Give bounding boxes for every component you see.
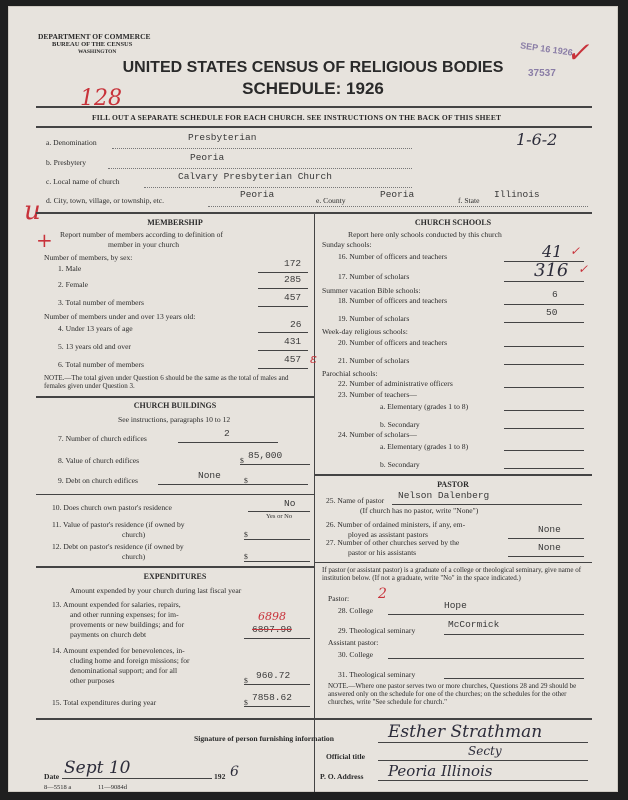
q26-value: None: [538, 524, 561, 535]
q17-label: 17. Number of scholars: [338, 272, 410, 281]
q24a-line: [504, 450, 584, 451]
buildings-title: CHURCH BUILDINGS: [133, 401, 217, 410]
q20-label: 20. Number of officers and teachers: [338, 338, 448, 347]
assistant-sub-label: Assistant pastor:: [328, 638, 379, 647]
q31-line: [444, 678, 584, 679]
q31-label: 31. Theological seminary: [338, 670, 416, 679]
address-line: [378, 780, 588, 781]
year-label: 192: [214, 772, 226, 781]
q23a-label: a. Elementary (grades 1 to 8): [380, 402, 469, 411]
sunday-label: Sunday schools:: [322, 240, 372, 249]
q13-red-correction: 6898: [258, 610, 286, 623]
margin-u-mark: u: [24, 196, 41, 226]
q1-line: [258, 272, 308, 273]
presbytery-label: b. Presbytery: [46, 158, 87, 167]
margin-plus-mark: +: [36, 228, 53, 252]
header-rule-2: [36, 126, 592, 128]
q19-value: 50: [546, 307, 558, 318]
buildings-rule: [36, 396, 314, 398]
membership-intro-1: Report number of members according to definition of: [60, 230, 224, 239]
q15-dollar: $: [244, 698, 248, 707]
footer-rule: [36, 718, 592, 720]
q5-over13-value: 431: [284, 336, 302, 347]
q13-label-b: and other running expenses; for im-: [70, 610, 179, 619]
q9-dollar: $: [244, 476, 248, 485]
q13-value: 6897.90: [252, 624, 292, 635]
address-value: Peoria Illinois: [388, 762, 493, 780]
q2-female-label: 2. Female: [58, 280, 88, 289]
church-name-value: Calvary Presbyterian Church: [178, 171, 332, 182]
weekday-label: Week-day religious schools:: [322, 327, 408, 336]
q27-line: [508, 556, 584, 557]
q30-line: [388, 658, 584, 659]
q17-line: [504, 281, 584, 282]
q8-dollar: $: [240, 456, 244, 465]
q11-dollar: $: [244, 530, 248, 539]
q3-line: [258, 306, 308, 307]
q10-label: 10. Does church own pastor's residence: [52, 503, 172, 512]
pastor-sub-label: Pastor:: [328, 594, 350, 603]
city-field-label: d. City, town, village, or township, etc.: [46, 196, 165, 205]
q22-label: 22. Number of administrative officers: [338, 379, 453, 388]
buildings-intro: See instructions, paragraphs 10 to 12: [118, 415, 231, 424]
q28-line: [388, 614, 584, 615]
church-name-label: c. Local name of church: [46, 177, 120, 186]
denomination-value: Presbyterian: [188, 132, 257, 143]
q29-label: 29. Theological seminary: [338, 626, 416, 635]
q4-under13-value: 26: [290, 319, 302, 330]
grid-divider: [314, 212, 315, 792]
q25-label: 25. Name of pastor: [326, 496, 385, 505]
q18-value: 6: [552, 289, 558, 300]
signature-value: Esther Strathman: [388, 722, 543, 742]
q13-label-c: provements or new buildings; and for: [70, 620, 185, 629]
q10-value: No: [284, 498, 296, 509]
instruction-line: FILL OUT A SEPARATE SCHEDULE FOR EACH CHURCH. SEE INSTRUCTIONS ON THE BACK OF THIS SHEET: [92, 113, 502, 122]
q15-line: [244, 706, 310, 707]
q15-label: 15. Total expenditures during year: [52, 698, 157, 707]
q24-label: 24. Number of scholars—: [338, 430, 417, 439]
q10-line: [248, 511, 310, 512]
q30-label: 30. College: [338, 650, 374, 659]
dept-label: DEPARTMENT OF COMMERCE: [38, 32, 151, 41]
q14-value: 960.72: [256, 670, 291, 681]
q24a-label: a. Elementary (grades 1 to 8): [380, 442, 469, 451]
q11-line: [244, 539, 310, 540]
q27-value: None: [538, 542, 561, 553]
q13-line: [244, 638, 310, 639]
city-value: Peoria: [240, 189, 275, 200]
q18-line: [504, 304, 584, 305]
q24b-line: [504, 468, 584, 469]
schools-intro: Report here only schools conducted by this church: [348, 230, 502, 239]
denomination-code: 1-6-2: [516, 130, 558, 149]
year-value: 6: [230, 764, 239, 780]
pastor-sub-rule: [314, 562, 592, 563]
pastor-red-mark: 2: [378, 586, 387, 602]
date-label: Date: [44, 772, 60, 781]
pastor-note: NOTE.—Where one pastor serves two or more churches, Questions 28 and 29 should be answered only on the schedule for one of the churches; on the schedules for the other churches, write "See schedule for church.": [328, 682, 577, 706]
print-number: 11—9084d: [98, 784, 128, 791]
state-value: Illinois: [494, 189, 540, 200]
date-value: Sept 10: [64, 758, 131, 778]
age-header: Number of members under and over 13 years old:: [44, 312, 196, 321]
q5-line: [258, 350, 308, 351]
q19-label: 19. Number of scholars: [338, 314, 410, 323]
address-label: P. O. Address: [320, 772, 364, 781]
q14-dollar: $: [244, 676, 248, 685]
graduate-note: If pastor (or assistant pastor) is a graduate of a college or theological seminary, give name of institution below. (If not a graduate, write "No" in the space indicated.): [322, 566, 582, 582]
expenditures-intro: Amount expended by your church during last fiscal year: [70, 586, 242, 595]
membership-intro-2: member in your church: [108, 240, 180, 249]
q14-line: [244, 684, 310, 685]
q26-label-a: 26. Number of ordained ministers, if any, em-: [326, 520, 466, 529]
q5-over13-label: 5. 13 years old and over: [58, 342, 131, 351]
q13-label-d: payments on church debt: [70, 630, 147, 639]
membership-note: NOTE.—The total given under Question 6 should be the same as the total of males and females given under Question 3.: [44, 374, 289, 390]
q22-line: [504, 387, 584, 388]
q9-rule: [36, 494, 314, 495]
denomination-label: a. Denomination: [46, 138, 97, 147]
header-rule: [36, 106, 592, 108]
membership-title: MEMBERSHIP: [147, 218, 203, 227]
form-title: UNITED STATES CENSUS OF RELIGIOUS BODIES: [122, 59, 504, 76]
q29-line: [444, 634, 584, 635]
q2-female-value: 285: [284, 274, 302, 285]
q20-line: [504, 346, 584, 347]
q14-label-c: denominational support; and for all: [70, 666, 178, 675]
signature-label: Signature of person furnishing information: [194, 734, 334, 743]
q1-male-value: 172: [284, 258, 302, 269]
q2-line: [258, 288, 308, 289]
q12-label-b: church): [122, 552, 146, 561]
date-line: [62, 778, 212, 779]
q11-label-a: 11. Value of pastor's residence (if owned by: [52, 520, 185, 529]
q23b-line: [504, 428, 584, 429]
q7-value: 2: [224, 428, 230, 439]
q12-dollar: $: [244, 552, 248, 561]
q6-line: [258, 368, 308, 369]
q1-male-label: 1. Male: [58, 264, 82, 273]
expenditures-title: EXPENDITURES: [143, 572, 207, 581]
q26-line: [508, 538, 584, 539]
q29-value: McCormick: [448, 619, 500, 630]
q27-label-a: 27. Number of other churches served by the: [326, 538, 460, 547]
q16-label: 16. Number of officers and teachers: [338, 252, 448, 261]
q14-label-d: other purposes: [70, 676, 115, 685]
official-title-line: [378, 760, 588, 761]
q8-line: [240, 464, 310, 465]
q15-value: 7858.62: [252, 692, 292, 703]
q25-line: [392, 504, 582, 505]
official-title-label: Official title: [326, 752, 366, 761]
q21-label: 21. Number of scholars: [338, 356, 410, 365]
q17-value: 316: [534, 260, 569, 281]
q12-label-a: 12. Debt on pastor's residence (if owned by: [52, 542, 184, 551]
parochial-label: Parochial schools:: [322, 369, 378, 378]
summer-label: Summer vacation Bible schools:: [322, 286, 421, 295]
q9-value: None: [198, 470, 221, 481]
q9-label: 9. Debt on church edifices: [58, 476, 138, 485]
red-file-number: 128: [80, 86, 122, 111]
county-label: e. County: [316, 196, 346, 205]
received-stamp-number: 37537: [528, 68, 556, 79]
q23a-line: [504, 410, 584, 411]
q27-label-b: pastor or his assistants: [348, 548, 417, 557]
q11-label-b: church): [122, 530, 146, 539]
q28-value: Hope: [444, 600, 467, 611]
red-mark-q6: ε: [310, 352, 317, 367]
q25-value: Nelson Dalenberg: [398, 490, 490, 501]
q6-total-label: 6. Total number of members: [58, 360, 145, 369]
q14-label-a: 14. Amount expended for benevolences, in-: [52, 646, 185, 655]
bureau-label: BUREAU OF THE CENSUS: [52, 41, 133, 48]
yes-no-hint: Yes or No: [266, 513, 293, 520]
census-schedule-paper: [8, 6, 618, 792]
denomination-line: [112, 148, 412, 149]
q24b-label: b. Secondary: [380, 460, 420, 469]
q4-line: [258, 332, 308, 333]
church-name-line: [144, 187, 412, 188]
presbytery-line: [108, 168, 412, 169]
q23-label: 23. Number of teachers—: [338, 390, 417, 399]
city-line: [208, 206, 588, 207]
q3-total-value: 457: [284, 292, 302, 303]
q7-line: [178, 442, 278, 443]
received-stamp-date: SEP 16 1926: [519, 40, 574, 58]
expenditures-rule: [36, 566, 314, 568]
state-label: f. State: [458, 196, 480, 205]
city-label: WASHINGTON: [78, 49, 117, 55]
county-value: Peoria: [380, 189, 415, 200]
schedule-title: SCHEDULE: 1926: [242, 79, 384, 98]
q21-line: [504, 364, 584, 365]
q8-value: 85,000: [248, 450, 283, 461]
q23b-label: b. Secondary: [380, 420, 420, 429]
q18-label: 18. Number of officers and teachers: [338, 296, 448, 305]
presbytery-value: Peoria: [190, 152, 225, 163]
q12-line: [244, 561, 310, 562]
q7-label: 7. Number of church edifices: [58, 434, 147, 443]
schools-title: CHURCH SCHOOLS: [414, 218, 492, 227]
q19-line: [504, 322, 584, 323]
by-sex-label: Number of members, by sex:: [44, 253, 133, 262]
q28-label: 28. College: [338, 606, 374, 615]
q3-total-label: 3. Total number of members: [58, 298, 145, 307]
form-number: 8—5518 a: [44, 784, 72, 791]
pastor-rule: [314, 474, 592, 476]
q8-label: 8. Value of church edifices: [58, 456, 140, 465]
q16-value: 41: [542, 242, 563, 261]
q6-total-value: 457: [284, 354, 302, 365]
q17-check-icon: ✓: [578, 262, 589, 276]
q4-under13-label: 4. Under 13 years of age: [58, 324, 133, 333]
q16-check-icon: ✓: [570, 244, 581, 258]
q9-line: [158, 484, 308, 485]
official-title-value: Secty: [468, 744, 502, 758]
q14-label-b: cluding home and foreign missions; for: [70, 656, 190, 665]
q13-label-a: 13. Amount expended for salaries, repairs,: [52, 600, 181, 609]
checkmark-icon: ✓: [566, 36, 590, 69]
q25-hint: (If church has no pastor, write "None"): [360, 506, 479, 515]
signature-line: [378, 742, 588, 743]
q26-label-b: ployed as assistant pastors: [348, 530, 428, 539]
pastor-title: PASTOR: [437, 480, 469, 489]
